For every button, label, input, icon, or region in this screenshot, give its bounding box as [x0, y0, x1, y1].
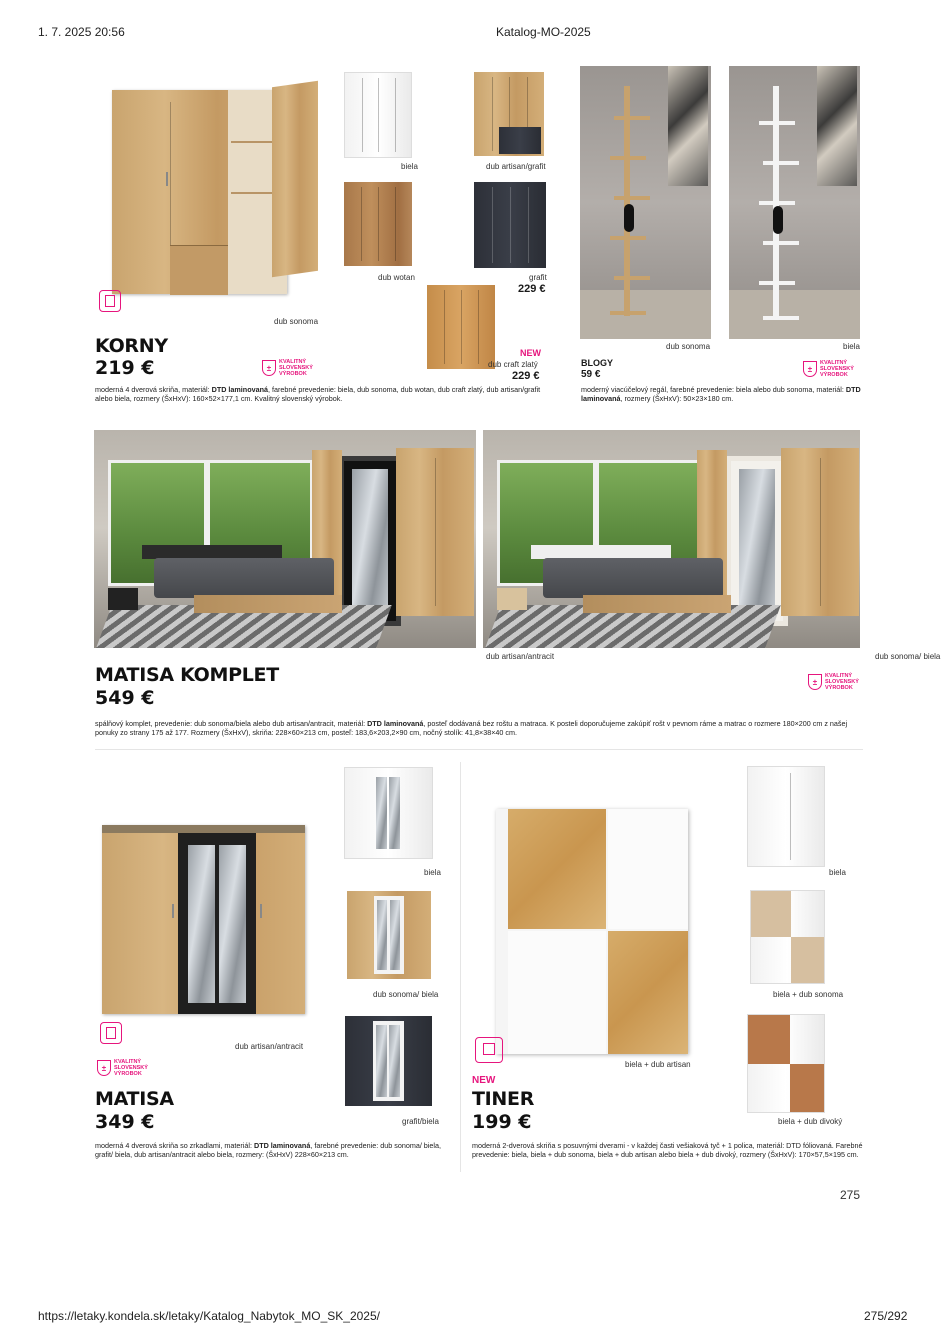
- slovak-shield-icon: ±: [808, 674, 822, 690]
- matisa-variant-label: biela: [424, 868, 441, 877]
- tiner-variant-white-sonoma-image: [750, 890, 825, 984]
- korny-variant-graphite-image: [474, 182, 546, 268]
- tiner-variant-white-image: [747, 766, 825, 867]
- blogy-variant-label: dub sonoma: [666, 342, 711, 351]
- matisa-variant-graphite-white-image: [345, 1016, 432, 1106]
- matisa-variant-white-image: [344, 767, 433, 859]
- wardrobe-category-icon: [100, 1022, 122, 1044]
- slovak-shield-icon: ±: [803, 361, 817, 377]
- korny-variant-label: dub wotan: [378, 273, 415, 282]
- tiner-variant-label: biela + dub sonoma: [773, 990, 844, 999]
- korny-variant-wotan-image: [344, 182, 412, 266]
- matisa-main-wardrobe-image: [102, 825, 305, 1014]
- korny-variant-label: dub artisan/grafit: [486, 162, 546, 171]
- matisa-variant-sonoma-white-image: [347, 891, 431, 979]
- quality-slovak-product-logo: ± KVALITNÝ SLOVENSKÝ VÝROBOK: [803, 360, 854, 378]
- source-url-link[interactable]: https://letaky.kondela.sk/letaky/Katalog_Nabytok_MO_SK_2025/: [38, 1309, 380, 1323]
- tiner-main-wardrobe-image: [496, 809, 688, 1054]
- matisa-variant-label: dub sonoma/ biela: [373, 990, 439, 999]
- product-description: spálňový komplet, prevedenie: dub sonoma/biela alebo dub artisan/antracit, materiál: DTD laminovaná, posteľ dodávaná bez roštu a matraca. K posteli doporučujeme zakúpiť rošt v pevnom ráme a matrac o rozmere 180×200 cm z našej ponuky zo strany 175 až 177. Rozmery (ŠxHxV), skriňa: 228×60×213 cm, posteľ: 183,6×203,2×90 cm, nočný stolík: 41,8×38×40 cm.: [95, 719, 848, 737]
- column-divider: [460, 762, 461, 1172]
- slovak-shield-icon: ±: [262, 360, 276, 376]
- korny-main-wardrobe-image: [112, 84, 322, 296]
- tiner-variant-label: biela + dub divoký: [778, 1117, 843, 1126]
- blogy-sonoma-photo: [580, 66, 711, 339]
- new-badge: NEW: [520, 348, 541, 358]
- korny-main-caption: dub sonoma: [274, 317, 319, 326]
- new-badge: NEW: [472, 1075, 496, 1086]
- page-number: 275: [840, 1188, 861, 1202]
- product-description: moderná 4 dverová skriňa so zrkadlami, materiál: DTD laminovaná, farebné prevedenie: dub sonoma/ biela, grafit/ biela, dub artisan/antracit alebo biela, rozmery: (ŠxHxV) 228×60×213 cm.: [95, 1141, 441, 1159]
- product-title: BLOGY: [581, 358, 614, 368]
- korny-variant-craft-gold-image: [427, 285, 495, 369]
- korny-variant-artisan-graphite-image: [474, 72, 544, 156]
- product-title: MATISA: [95, 1088, 174, 1110]
- matisa-komplet-variant-label: dub sonoma/ biela: [875, 652, 941, 661]
- korny-variant-label: dub craft zlatý: [488, 360, 538, 369]
- matisa-main-caption: dub artisan/antracit: [235, 1042, 304, 1051]
- product-title: TINER: [472, 1088, 535, 1110]
- page-count: 275/292: [864, 1309, 908, 1323]
- wardrobe-category-icon: [99, 290, 121, 312]
- korny-variant-price: 229 €: [512, 370, 540, 382]
- product-description: moderná 2-dverová skriňa s posuvnými dverami - v každej časti vešiaková tyč + 1 polica, materiál: DTD fóliovaná. Farebné prevedenie: biela, biela + dub sonoma, biela + dub artisan alebo biela + dub divoký, rozmery (ŠxHxV): 170×57,5×195 cm.: [472, 1141, 863, 1159]
- product-price: 349 €: [95, 1111, 155, 1133]
- product-description: moderný viacúčelový regál, farebné prevedenie: biela alebo dub sonoma, materiál: DTD laminovaná, rozmery (ŠxHxV): 50×23×180 cm.: [581, 385, 861, 403]
- matisa-komplet-variant-label: dub artisan/antracit: [486, 652, 555, 661]
- product-title: KORNY: [95, 335, 168, 357]
- section-divider: [95, 749, 863, 750]
- tiner-main-caption: biela + dub artisan: [625, 1060, 691, 1069]
- matisa-variant-label: grafit/biela: [402, 1117, 439, 1126]
- product-price: 199 €: [472, 1111, 532, 1133]
- korny-variant-label: biela: [401, 162, 418, 171]
- blogy-variant-label: biela: [843, 342, 860, 351]
- korny-variant-price: 229 €: [518, 283, 546, 295]
- product-price: 549 €: [95, 687, 155, 709]
- korny-variant-label: grafit: [529, 273, 547, 282]
- product-price: 219 €: [95, 357, 155, 379]
- print-datetime: 1. 7. 2025 20:56: [38, 25, 125, 39]
- quality-slovak-product-logo: ± KVALITNÝ SLOVENSKÝ VÝROBOK: [97, 1059, 148, 1077]
- blogy-white-photo: [729, 66, 860, 339]
- product-title: MATISA KOMPLET: [95, 664, 279, 686]
- document-title: Katalog-MO-2025: [496, 25, 591, 39]
- tiner-variant-label: biela: [829, 868, 846, 877]
- quality-slovak-product-logo: ± KVALITNÝ SLOVENSKÝ VÝROBOK: [808, 673, 859, 691]
- matisa-komplet-sonoma-bedroom-photo: [483, 430, 860, 648]
- product-price: 59 €: [581, 369, 601, 380]
- wardrobe-category-icon: [475, 1037, 503, 1063]
- tiner-variant-white-wild-oak-image: [747, 1014, 825, 1113]
- quality-slovak-product-logo: ± KVALITNÝ SLOVENSKÝ VÝROBOK: [262, 359, 313, 377]
- matisa-komplet-artisan-bedroom-photo: [94, 430, 476, 648]
- korny-variant-white-image: [344, 72, 412, 158]
- product-description: moderná 4 dverová skriňa, materiál: DTD laminovaná, farebné prevedenie: biela, dub sonoma, dub wotan, dub craft zlatý, dub artisan/grafit alebo biela, rozmery (ŠxHxV): 160×52×177,1 cm. Kvalitný slovenský výrobok.: [95, 385, 541, 403]
- slovak-shield-icon: ±: [97, 1060, 111, 1076]
